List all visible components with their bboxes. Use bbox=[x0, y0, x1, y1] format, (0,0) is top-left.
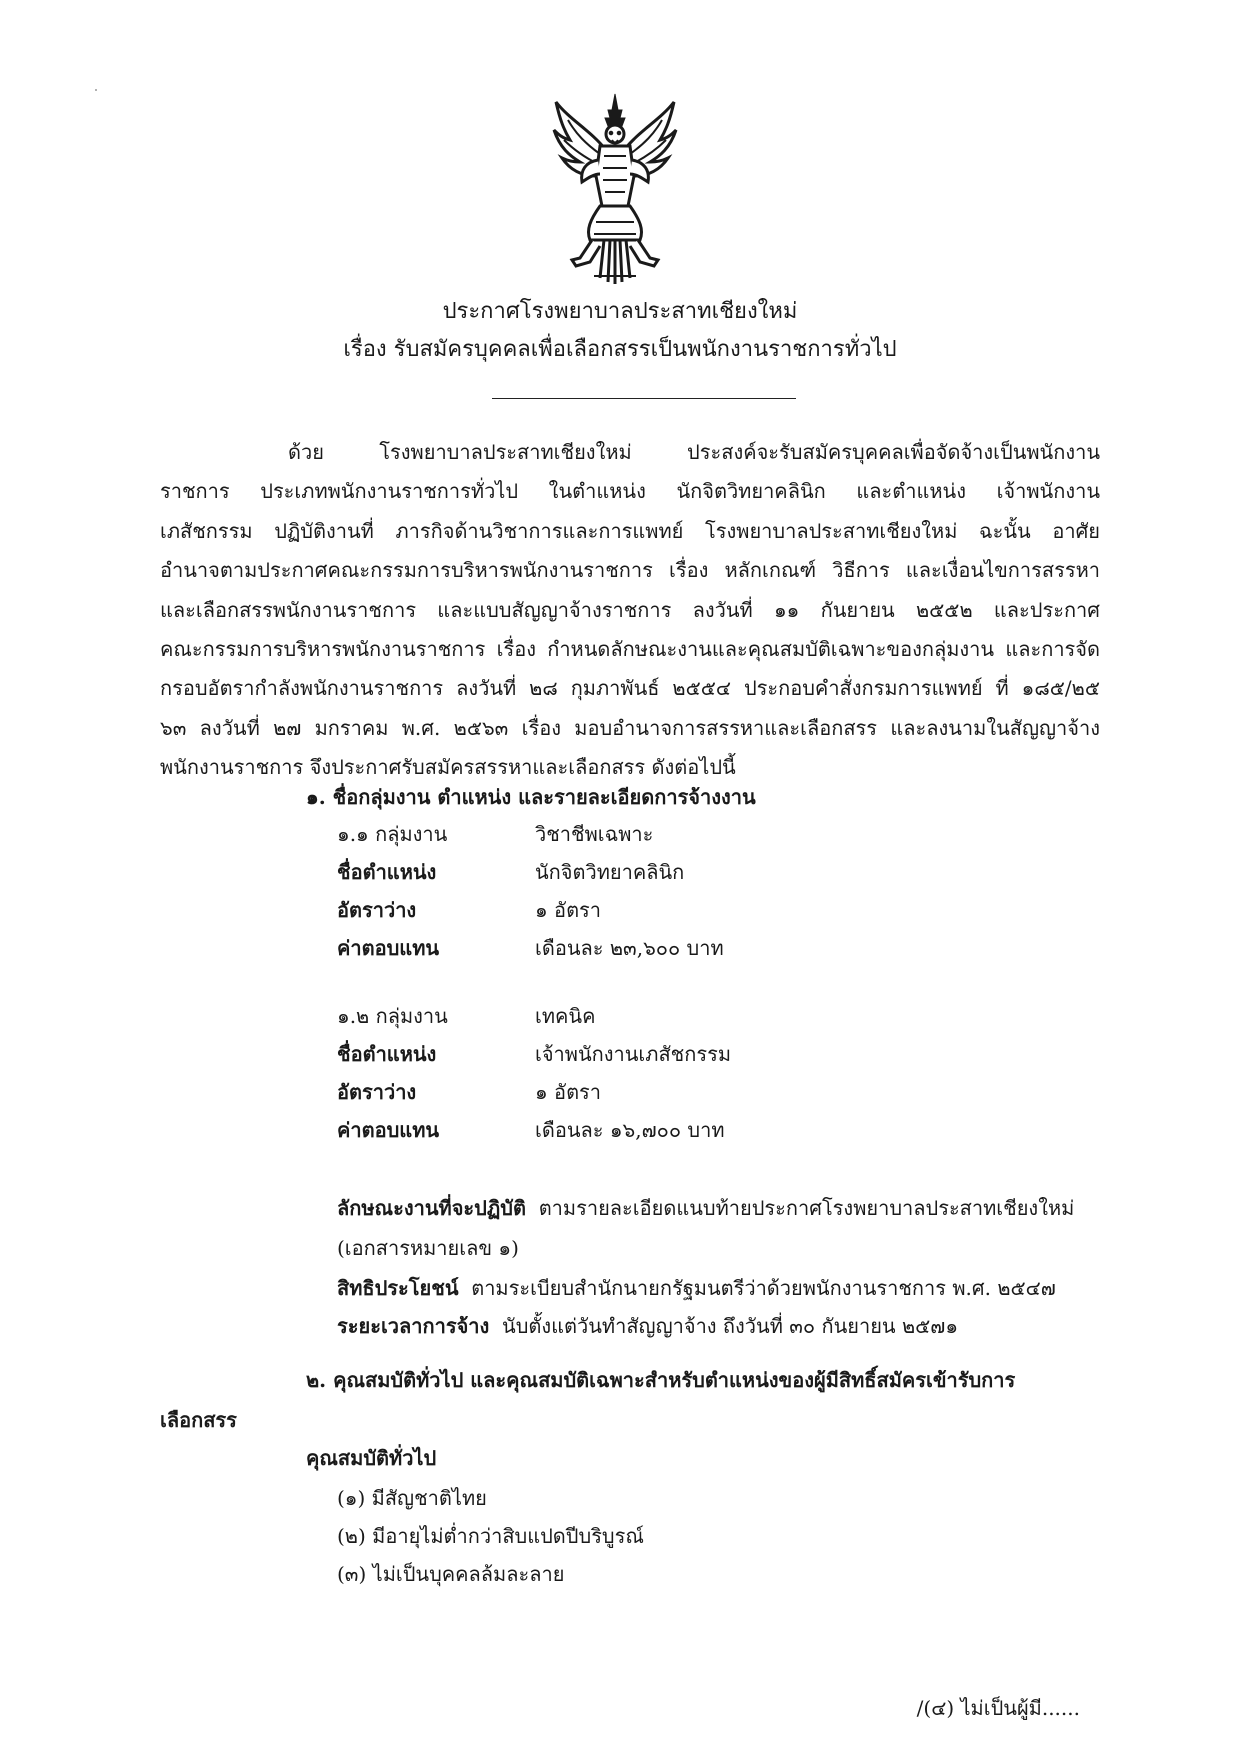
benefits-label: สิทธิประโยชน์ bbox=[337, 1276, 459, 1300]
scan-speck bbox=[95, 89, 97, 91]
position-1-vacancy-label: อัตราว่าง bbox=[337, 898, 417, 922]
intro-line: กรอบอัตรากำลังพนักงานราชการ ลงวันที่ ๒๘ กุมภาพันธ์ ๒๕๕๔ ประกอบคำสั่งกรมการแพทย์ ที่ ๑๘๕/๒๕ bbox=[160, 676, 1100, 701]
position-2-title-label: ชื่อตำแหน่ง bbox=[337, 1042, 437, 1066]
period-value: นับตั้งแต่วันทำสัญญาจ้าง ถึงวันที่ ๓๐ กันยายน ๒๕๗๑ bbox=[502, 1314, 959, 1338]
position-1-pay-value: เดือนละ ๒๓,๖๐๐ บาท bbox=[535, 936, 724, 960]
intro-line: ๖๓ ลงวันที่ ๒๗ มกราคม พ.ศ. ๒๕๖๓ เรื่อง มอบอำนาจการสรรหาและเลือกสรร และลงนามในสัญญาจ้าง bbox=[160, 715, 1100, 740]
qualification-item: (๑) มีสัญชาติไทย bbox=[337, 1486, 487, 1510]
intro-line: เภสัชกรรม ปฏิบัติงานที่ ภารกิจด้านวิชาการและการแพทย์ โรงพยาบาลประสาทเชียงใหม่ ฉะนั้น อาศัย bbox=[160, 518, 1100, 543]
position-2-group-value: เทคนิค bbox=[535, 1004, 596, 1028]
general-qualifications-heading: คุณสมบัติทั่วไป bbox=[306, 1446, 437, 1470]
section-1-heading: ๑. ชื่อกลุ่มงาน ตำแหน่ง และรายละเอียดการจ้างงาน bbox=[306, 785, 756, 809]
position-2-title-value: เจ้าพนักงานเภสัชกรรม bbox=[535, 1042, 731, 1066]
subject-line: เรื่อง รับสมัครบุคคลเพื่อเลือกสรรเป็นพนักงานราชการทั่วไป bbox=[343, 337, 897, 362]
position-1-title-label: ชื่อตำแหน่ง bbox=[337, 860, 437, 884]
duties-value: ตามรายละเอียดแนบท้ายประกาศโรงพยาบาลประสาทเชียงใหม่ bbox=[538, 1196, 1075, 1220]
position-2-group-label: ๑.๒ กลุ่มงาน bbox=[337, 1004, 448, 1028]
position-1-title-value: นักจิตวิทยาคลินิก bbox=[535, 860, 685, 884]
garuda-emblem-icon bbox=[550, 90, 680, 285]
benefits-value: ตามระเบียบสำนักนายกรัฐมนตรีว่าด้วยพนักงานราชการ พ.ศ. ๒๕๔๗ bbox=[471, 1276, 1056, 1300]
intro-line: ราชการ ประเภทพนักงานราชการทั่วไป ในตำแหน่ง นักจิตวิทยาคลินิก และตำแหน่ง เจ้าพนักงาน bbox=[160, 479, 1100, 504]
period-row bbox=[337, 1310, 958, 1342]
duties-row bbox=[337, 1192, 1074, 1224]
section-2-heading-continued: เลือกสรร bbox=[160, 1408, 237, 1432]
intro-line: และเลือกสรรพนักงานราชการ และแบบสัญญาจ้างราชการ ลงวันที่ ๑๑ กันยายน ๒๕๕๒ และประกาศ bbox=[160, 597, 1100, 622]
intro-line: คณะกรรมการบริหารพนักงานราชการ เรื่อง กำหนดลักษณะงานและคุณสมบัติเฉพาะของกลุ่มงาน และการจัด bbox=[160, 637, 1100, 662]
position-1-group-value: วิชาชีพเฉพาะ bbox=[535, 822, 654, 846]
page-title: ประกาศโรงพยาบาลประสาทเชียงใหม่ bbox=[442, 299, 798, 324]
duties-reference: (เอกสารหมายเลข ๑) bbox=[337, 1236, 519, 1260]
intro-line: อำนาจตามประกาศคณะกรรมการบริหารพนักงานราชการ เรื่อง หลักเกณฑ์ วิธีการ และเงื่อนไขการสรรหา bbox=[160, 558, 1100, 583]
position-1-pay-label: ค่าตอบแทน bbox=[337, 936, 440, 960]
section-2-heading: ๒. คุณสมบัติทั่วไป และคุณสมบัติเฉพาะสำหรับตำแหน่งของผู้มีสิทธิ์สมัครเข้ารับการ bbox=[306, 1368, 1016, 1392]
continuation-note: /(๔) ไม่เป็นผู้มี...... bbox=[916, 1696, 1080, 1720]
intro-line: ด้วย โรงพยาบาลประสาทเชียงใหม่ ประสงค์จะรับสมัครบุคคลเพื่อจัดจ้างเป็นพนักงาน bbox=[288, 440, 1100, 464]
title-divider bbox=[492, 398, 796, 399]
intro-line: พนักงานราชการ จึงประกาศรับสมัครสรรหาและเลือกสรร ดังต่อไปนี้ bbox=[160, 755, 736, 780]
duties-label: ลักษณะงานที่จะปฏิบัติ bbox=[337, 1196, 526, 1220]
period-label: ระยะเวลาการจ้าง bbox=[337, 1314, 490, 1338]
benefits-row bbox=[337, 1272, 1056, 1304]
qualification-item: (๓) ไม่เป็นบุคคลล้มละลาย bbox=[337, 1562, 565, 1586]
intro-paragraph bbox=[160, 433, 1100, 788]
position-2-vacancy-value: ๑ อัตรา bbox=[535, 1080, 602, 1104]
position-1-vacancy-value: ๑ อัตรา bbox=[535, 898, 602, 922]
position-2-vacancy-label: อัตราว่าง bbox=[337, 1080, 417, 1104]
position-2-pay-value: เดือนละ ๑๖,๗๐๐ บาท bbox=[535, 1118, 725, 1142]
position-2-pay-label: ค่าตอบแทน bbox=[337, 1118, 440, 1142]
position-1-group-label: ๑.๑ กลุ่มงาน bbox=[337, 822, 448, 846]
qualification-item: (๒) มีอายุไม่ต่ำกว่าสิบแปดปีบริบูรณ์ bbox=[337, 1524, 644, 1548]
